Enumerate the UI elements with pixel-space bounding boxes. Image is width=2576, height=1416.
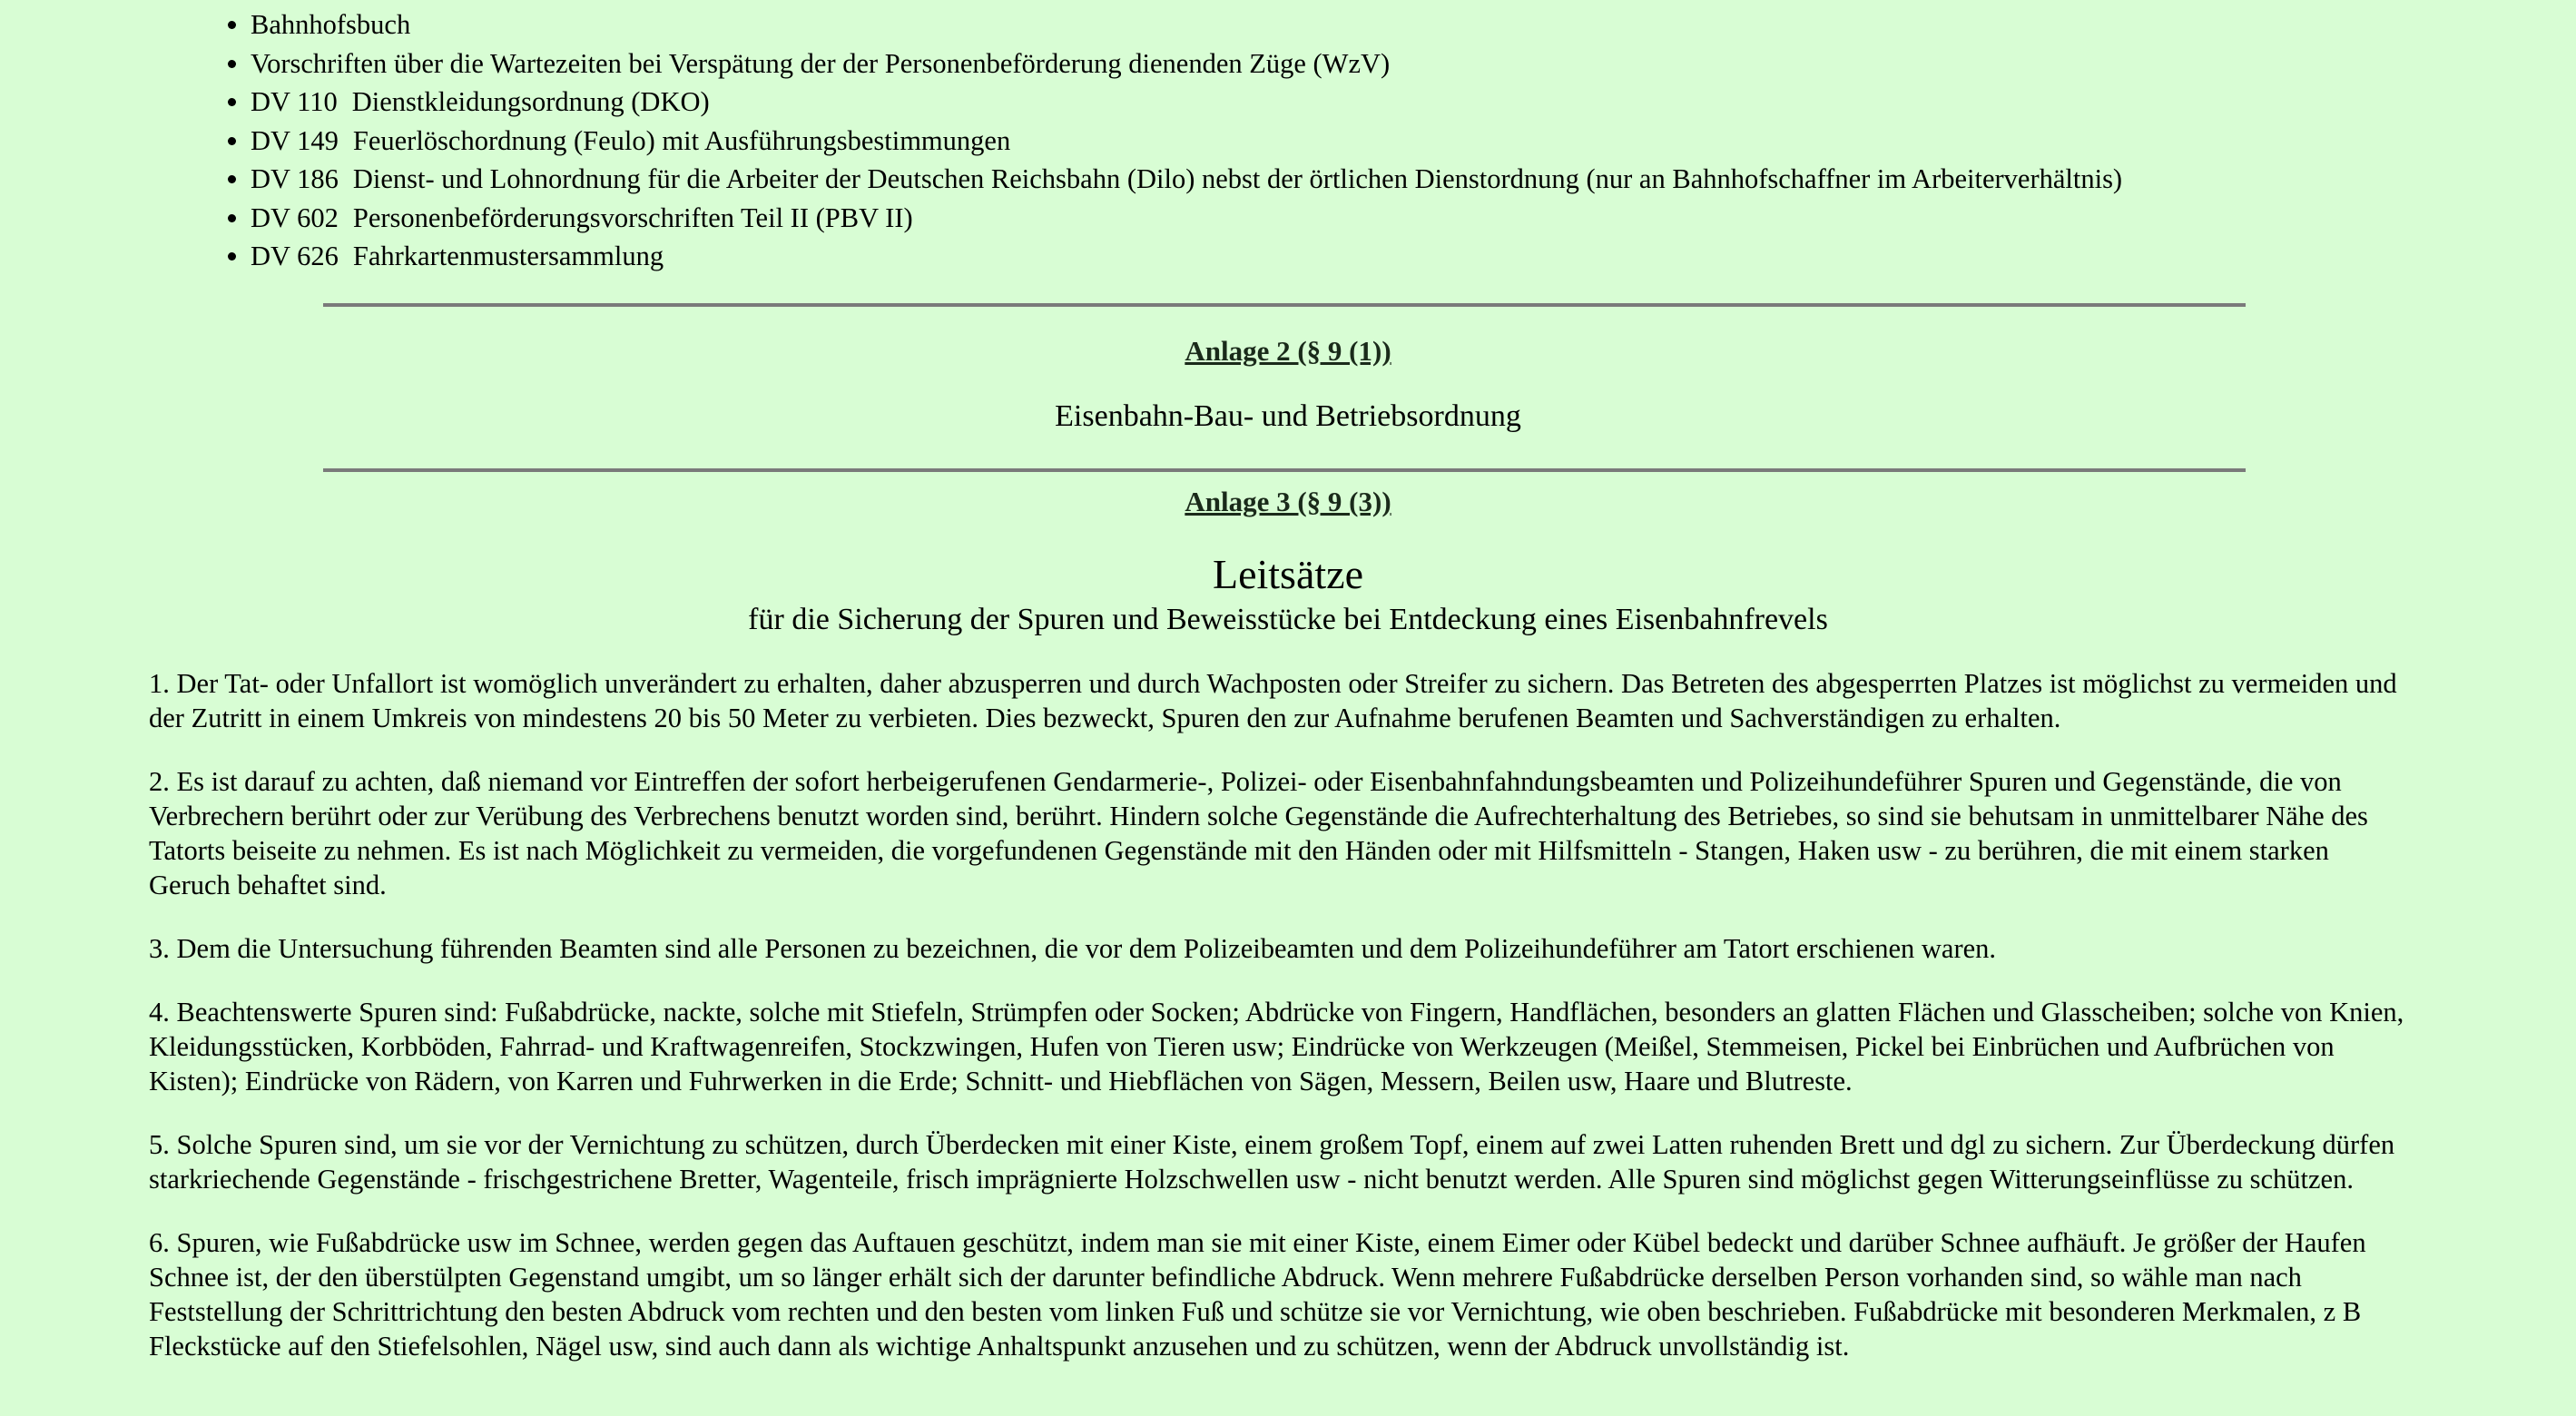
list-item	[251, 83, 2520, 122]
paragraph: 5. Solche Spuren sind, um sie vor der Vernichtung zu schützen, durch Überdecken mit einer Kiste, einem großem Topf, einem auf zwei Latten ruhenden Brett und dgl zu sichern. Zur Überdeckung dürfen starkriechende Gegenstände - frischgestrichene Bretter, Wagenteile, frisch imprägnierte Holzschwellen usw - nicht benutzt werden. Alle Spuren sind möglichst gegen Witterungseinflüsse zu schützen.	[149, 1129, 2395, 1195]
anlage-2-heading: Anlage 2 (§ 9 (1))	[1185, 335, 1391, 367]
list-item-text: Fahrkartenmustersammlung	[352, 241, 664, 271]
list-item-text: Personenbeförderungsvorschriften Teil II (PBV II)	[352, 202, 913, 233]
list-item-code: DV 149	[251, 124, 339, 156]
paragraph: 1. Der Tat- oder Unfallort ist womöglich unverändert zu erhalten, daher abzusperren und durch Wachposten oder Streifer zu sichern. Das Betreten des abgesperrten Platzes ist möglichst zu vermeiden und der Zutritt in einem Umkreis von mindestens 20 bis 50 Meter zu verbieten. Dies bezweckt, Spuren den zur Aufnahme berufenen Beamten und Sachverständigen zu erhalten.	[149, 668, 2397, 733]
list-item-text: Vorschriften über die Wartezeiten bei Verspätung der der Personenbeförderung dienenden Züge (WzV)	[251, 47, 1391, 79]
list-item	[251, 5, 2520, 44]
list-item	[251, 160, 2520, 199]
anlage-2-heading-wrap	[0, 334, 2576, 369]
list-item	[251, 44, 2520, 84]
list-item-text: Dienst- und Lohnordnung für die Arbeiter der Deutschen Reichsbahn (Dilo) nebst der örtlichen Dienstordnung (nur an Bahnhofschaffner im Arbeiterverhältnis)	[352, 163, 2123, 194]
anlage-3-paragraphs	[149, 666, 2409, 1392]
list-item-code: DV 110	[251, 86, 338, 117]
paragraph: 6. Spuren, wie Fußabdrücke usw im Schnee, werden gegen das Auftauen geschützt, indem man sie mit einer Kiste, einem Eimer oder Kübel bedeckt und darüber Schnee aufhäuft. Je größer der Haufen Schnee ist, der den überstülpten Gegenstand umgibt, um so länger erhält sich der darunter befindliche Abdruck. Wenn mehrere Fußabdrücke derselben Person vorhanden sind, so wähle man nach Feststellung der Schrittrichtung den besten Abdruck vom rechten und den besten vom linken Fuß und schütze sie vor Vernichtung, wie oben beschrieben. Fußabdrücke mit besonderen Merkmalen, z B Fleckstücke auf den Stiefelsohlen, Nägel usw, sind auch dann als wichtige Anhaltspunkt anzusehen und zu schützen, wenn der Abdruck unvollständig ist.	[149, 1227, 2366, 1362]
list-item-code: DV 626	[251, 241, 339, 271]
list-item-code: DV 186	[251, 163, 339, 194]
paragraph: 3. Dem die Untersuchung führenden Beamten sind alle Personen zu bezeichnen, die vor dem Polizeibeamten und dem Polizeihundeführer am Tatort erschienen waren.	[149, 933, 1997, 964]
list-item-text: Bahnhofsbuch	[251, 9, 411, 40]
list-item-text: Feuerlöschordnung (Feulo) mit Ausführungsbestimmungen	[352, 124, 1011, 156]
anlage-3-heading: Anlage 3 (§ 9 (3))	[1185, 486, 1391, 517]
paragraph: 2. Es ist darauf zu achten, daß niemand vor Eintreffen der sofort herbeigerufenen Gendarmerie-, Polizei- oder Eisenbahnfahndungsbeamten und Polizeihundeführer Spuren und Gegenstände, die von Verbrechern berührt oder zur Verübung des Verbrechens benutzt worden sind, berührt. Hindern solche Gegenstände die Aufrechterhaltung des Betriebes, so sind sie behutsam in unmittelbarer Nähe des Tatorts beiseite zu nehmen. Es ist nach Möglichkeit zu vermeiden, die vorgefundenen Gegenstände mit den Händen oder mit Hilfsmitteln - Stangen, Haken usw - zu berühren, die mit einem starken Geruch behaftet sind.	[149, 766, 2368, 900]
divider-rule	[323, 303, 2246, 307]
paragraph: 4. Beachtenswerte Spuren sind: Fußabdrücke, nackte, solche mit Stiefeln, Strümpfen oder Socken; Abdrücke von Fingern, Handflächen, besonders an glatten Flächen und Glasscheiben; solche von Knien, Kleidungsstücken, Korbböden, Fahrrad- und Kraftwagenreifen, Stockzwingen, Hufen von Tieren usw; Eindrücke von Werkzeugen (Meißel, Stemmeisen, Pickel bei Einbrüchen und Aufbrüchen von Kisten); Eindrücke von Rädern, von Karren und Fuhrwerken in die Erde; Schnitt- und Hiebflächen von Sägen, Messern, Beilen usw, Haare und Blutreste.	[149, 997, 2404, 1096]
list-item	[251, 122, 2520, 161]
list-item-text: Dienstkleidungsordnung (DKO)	[351, 86, 710, 117]
regulations-list	[218, 5, 2520, 276]
anlage-3-title: Leitsätze	[1212, 551, 1363, 597]
list-item-code: DV 602	[251, 202, 339, 233]
list-item	[251, 237, 2520, 276]
anlage-3-subtitle: für die Sicherung der Spuren und Beweisstücke bei Entdeckung eines Eisenbahnfrevels	[748, 603, 1828, 636]
anlage-2-title: Eisenbahn-Bau- und Betriebsordnung	[1055, 399, 1521, 433]
divider-rule	[323, 468, 2246, 472]
anlage-3-heading-wrap	[0, 485, 2576, 519]
list-item	[251, 199, 2520, 238]
